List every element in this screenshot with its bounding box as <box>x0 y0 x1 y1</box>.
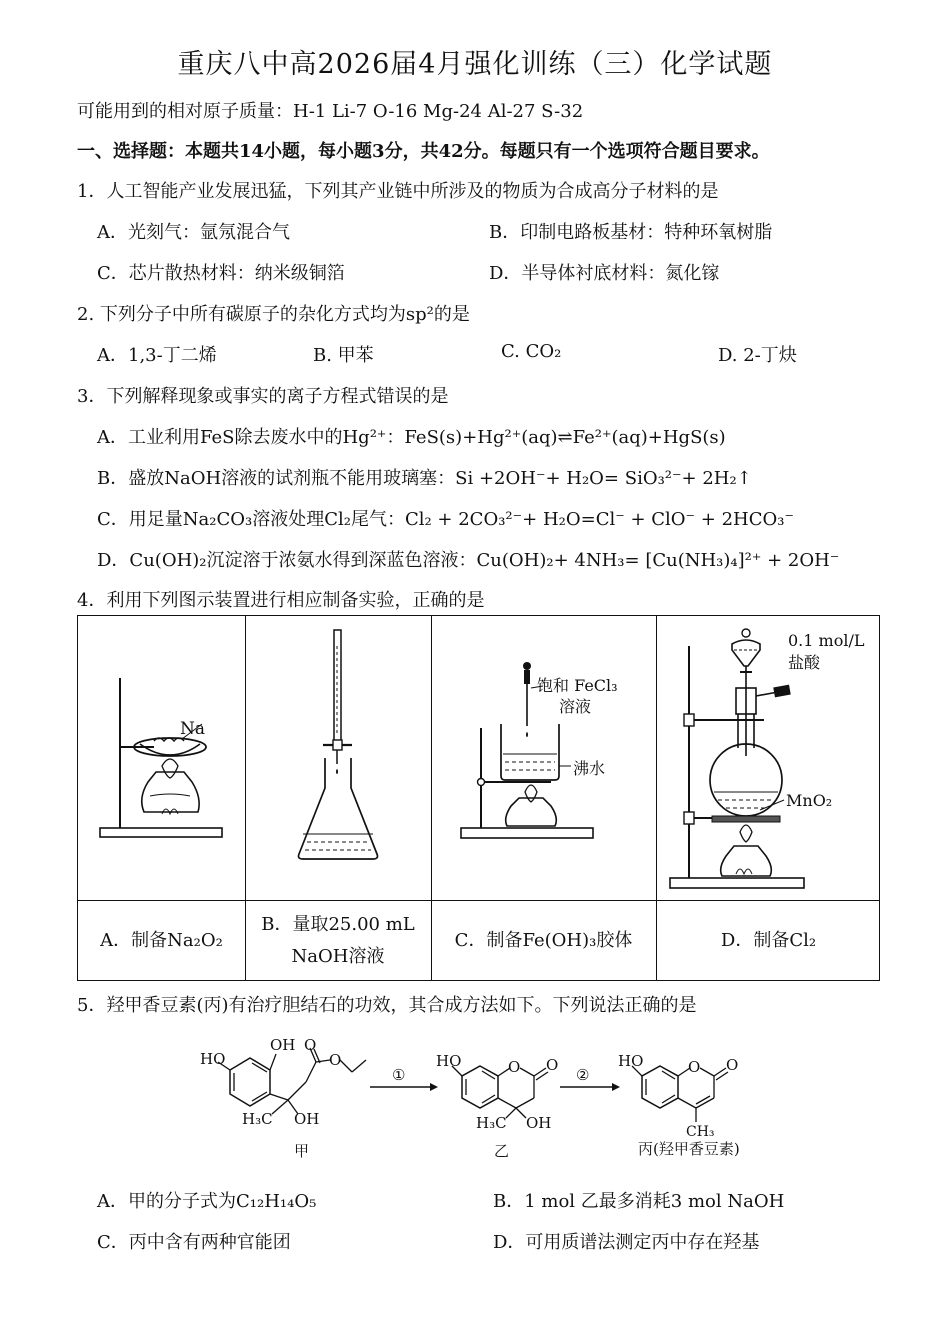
svg-text:OH: OH <box>526 1114 552 1132</box>
compound-jia <box>200 1036 366 1160</box>
q4-stem: 4．利用下列图示装置进行相应制备实验，正确的是 <box>77 590 485 611</box>
q3-option-a[interactable]: A．工业利用FeS除去废水中的Hg²⁺：FeS(s)+Hg²⁺(aq)⇌Fe²⁺(aq)+HgS(s) <box>97 427 726 448</box>
section-heading: 一、选择题：本题共14小题，每小题3分，共42分。每题只有一个选项符合题目要求。 <box>77 141 770 162</box>
svg-text:H₃C: H₃C <box>476 1114 507 1132</box>
svg-text:O: O <box>688 1058 701 1076</box>
q1-stem: 1．人工智能产业发展迅猛，下列其产业链中所涉及的物质为合成高分子材料的是 <box>77 181 719 202</box>
apparatus-table <box>77 615 880 981</box>
svg-text:OH: OH <box>294 1110 320 1128</box>
step-2: ② <box>576 1066 590 1084</box>
apparatus-c-figure <box>431 616 656 900</box>
apparatus-d-figure <box>656 616 881 900</box>
label-jia: 甲 <box>294 1142 310 1160</box>
apparatus-a-figure <box>78 616 245 900</box>
q4-option-d[interactable]: D．制备Cl₂ <box>720 930 817 951</box>
synthesis-scheme <box>190 1030 790 1160</box>
step-1: ① <box>392 1066 406 1084</box>
q4-option-b[interactable]: B．量取25.00 mL NaOH溶液 <box>261 914 415 967</box>
svg-text:CH₃: CH₃ <box>686 1124 715 1140</box>
svg-text:O: O <box>304 1036 317 1054</box>
label-mno2: MnO₂ <box>786 791 833 810</box>
label-na: Na <box>180 719 206 739</box>
q4-option-a[interactable]: A．制备Na₂O₂ <box>100 930 223 951</box>
page-title: 重庆八中高2026届4月强化训练（三）化学试题 <box>177 49 773 80</box>
svg-text:O: O <box>726 1056 739 1074</box>
q5-option-a[interactable]: A．甲的分子式为C₁₂H₁₄O₅ <box>97 1191 317 1212</box>
svg-text:HO: HO <box>618 1052 644 1070</box>
q5-option-c[interactable]: C．丙中含有两种官能团 <box>97 1232 291 1253</box>
apparatus-b-figure <box>245 616 431 900</box>
label-hcl-conc: 0.1 mol/L <box>788 631 865 650</box>
q3-option-d[interactable]: D．Cu(OH)₂沉淀溶于浓氨水得到深蓝色溶液：Cu(OH)₂+ 4NH₃= [Cu(NH₃)₄]²⁺ + 2OH⁻ <box>97 550 840 571</box>
label-fecl3: 饱和 FeCl₃ <box>537 676 618 695</box>
q1-option-b[interactable]: B．印制电路板基材：特种环氧树脂 <box>489 222 773 243</box>
q5-option-d[interactable]: D．可用质谱法测定丙中存在羟基 <box>493 1232 760 1253</box>
svg-text:H₃C: H₃C <box>242 1110 273 1128</box>
label-yi: 乙 <box>494 1142 510 1160</box>
q2-stem: 2. 下列分子中所有碳原子的杂化方式均为sp²的是 <box>77 304 470 325</box>
svg-text:HO: HO <box>200 1050 226 1068</box>
q1-option-c[interactable]: C．芯片散热材料：纳米级铜箔 <box>97 263 345 284</box>
atomic-masses: 可能用到的相对原子质量：H-1 Li-7 O-16 Mg-24 Al-27 S-32 <box>77 101 584 122</box>
q5-stem: 5．羟甲香豆素(丙)有治疗胆结石的功效，其合成方法如下。下列说法正确的是 <box>77 995 697 1016</box>
compound-bing <box>618 1052 740 1158</box>
q2-option-a[interactable]: A．1,3-丁二烯 <box>97 345 217 366</box>
svg-text:HO: HO <box>436 1052 462 1070</box>
svg-text:O: O <box>546 1056 559 1074</box>
q2-option-b[interactable]: B. 甲苯 <box>313 345 374 366</box>
label-solution: 溶液 <box>559 697 592 716</box>
q2-option-d[interactable]: D. 2-丁炔 <box>718 345 797 366</box>
q3-option-b[interactable]: B．盛放NaOH溶液的试剂瓶不能用玻璃塞：Si +2OH⁻+ H₂O= SiO₃²⁻+ 2H₂↑ <box>97 468 752 489</box>
q5-option-b[interactable]: B．1 mol 乙最多消耗3 mol NaOH <box>493 1191 785 1212</box>
label-bing: 丙(羟甲香豆素) <box>638 1140 740 1158</box>
q2-option-c[interactable]: C. CO₂ <box>501 341 562 362</box>
svg-text:O: O <box>329 1051 342 1069</box>
q4-option-c[interactable]: C．制备Fe(OH)₃胶体 <box>454 930 633 951</box>
table-row-divider <box>78 900 879 901</box>
svg-text:OH: OH <box>270 1036 296 1054</box>
q3-stem: 3．下列解释现象或事实的离子方程式错误的是 <box>77 386 449 407</box>
label-boiling-water: 沸水 <box>573 759 606 778</box>
compound-yi <box>436 1052 558 1160</box>
svg-text:O: O <box>508 1058 521 1076</box>
q1-option-d[interactable]: D．半导体衬底材料：氮化镓 <box>489 263 720 284</box>
label-hcl: 盐酸 <box>788 653 821 672</box>
q1-option-a[interactable]: A．光刻气：氩氖混合气 <box>97 222 290 243</box>
q3-option-c[interactable]: C．用足量Na₂CO₃溶液处理Cl₂尾气：Cl₂ + 2CO₃²⁻+ H₂O=Cl⁻ + ClO⁻ + 2HCO₃⁻ <box>97 509 794 530</box>
